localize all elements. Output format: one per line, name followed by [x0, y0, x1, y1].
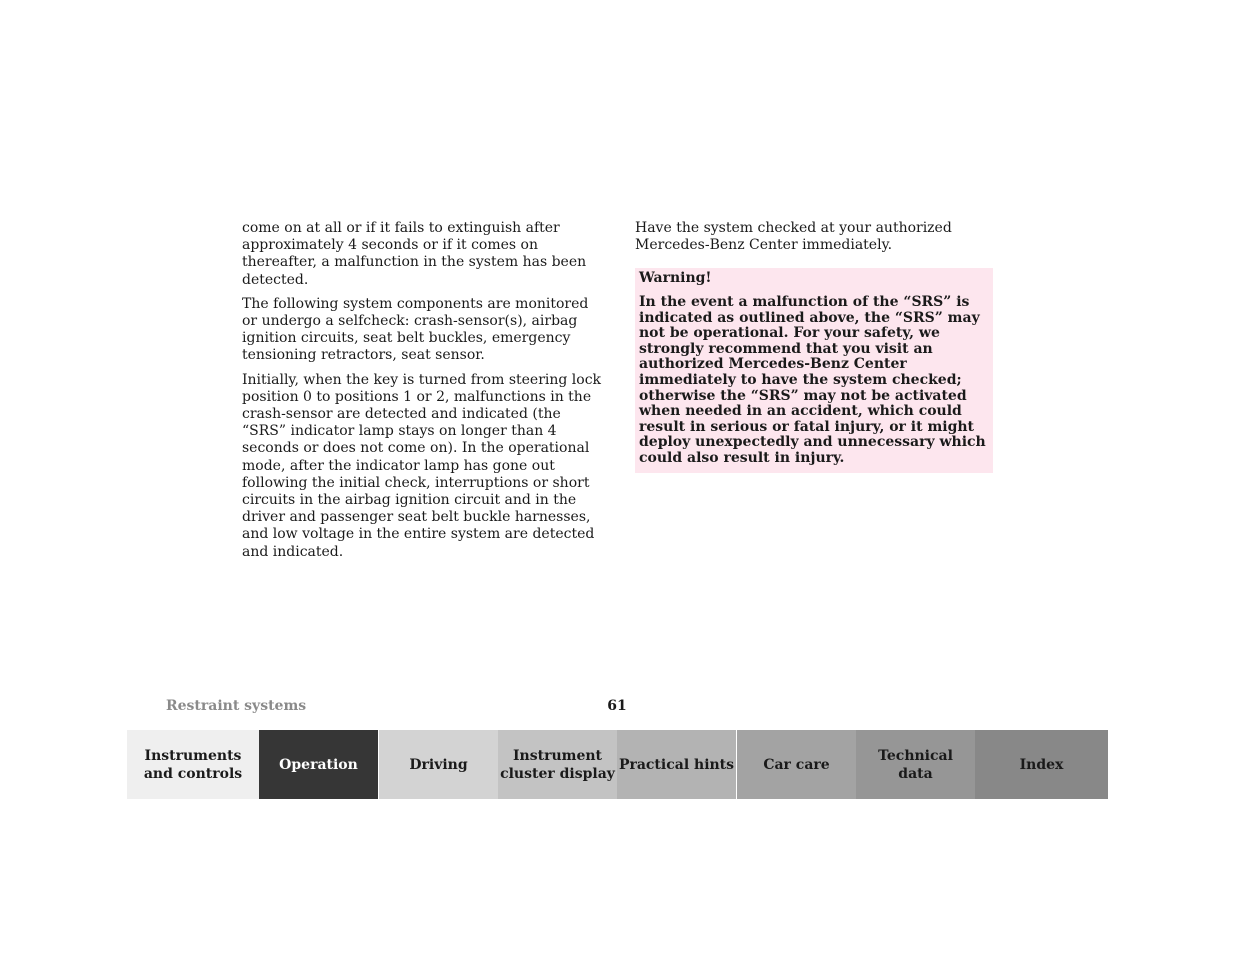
- paragraph-initial-check: Initially, when the key is turned from steering lock position 0 to positions 1 or 2, malfunctions in the crash-sensor are detected and indicated (the “SRS” indicator lamp stays on longer than 4 seconds or does not come on). In the operational mode, after the indicator lamp has gone out following the initial check, interruptions or short circuits in the airbag ignition circuit and in the driver and passenger seat belt buckle harnesses, and low voltage in the entire system are detected and indicated.: [242, 371, 602, 560]
- page-number: 61: [607, 698, 627, 714]
- section-label: Restraint systems: [166, 698, 307, 714]
- paragraph-monitored-components: The following system components are monitored or undergo a selfcheck: crash-sensor(s), airbag ignition circuits, seat belt buckles, emergency tensioning retractors, seat sensor.: [242, 295, 589, 364]
- tab-driving[interactable]: Driving: [378, 730, 498, 799]
- tab-practical-hints[interactable]: Practical hints: [617, 730, 737, 799]
- chapter-navigation: [127, 730, 1108, 799]
- tab-index[interactable]: Index: [975, 730, 1108, 799]
- tab-technical-data[interactable]: Technical data: [856, 730, 975, 799]
- left-column: [242, 220, 607, 568]
- tab-instruments-and-controls[interactable]: Instruments and controls: [127, 730, 259, 799]
- warning-title: Warning!: [639, 270, 712, 287]
- paragraph-have-system-checked: Have the system checked at your authorized Mercedes-Benz Center immediately.: [635, 220, 952, 254]
- warning-box: [635, 268, 993, 472]
- right-column: [635, 220, 993, 473]
- tab-operation[interactable]: Operation: [259, 730, 378, 799]
- tab-instrument-cluster-display[interactable]: Instrument cluster display: [498, 730, 617, 799]
- warning-body: In the event a malfunction of the “SRS” is indicated as outlined above, the “SRS” may not be operational. For your safety, we strongly recommend that you visit an authorized Mercedes-Benz Center immediately to have the system checked; otherwise the “SRS” may not be activated when needed in an accident, which could result in serious or fatal injury, or it might deploy unexpectedly and unnecessary which could also result in injury.: [639, 294, 986, 466]
- tab-car-care[interactable]: Car care: [737, 730, 856, 799]
- paragraph-indicator-malfunction: come on at all or if it fails to extinguish after approximately 4 seconds or if it comes on thereafter, a malfunction in the system has been detected.: [242, 220, 587, 288]
